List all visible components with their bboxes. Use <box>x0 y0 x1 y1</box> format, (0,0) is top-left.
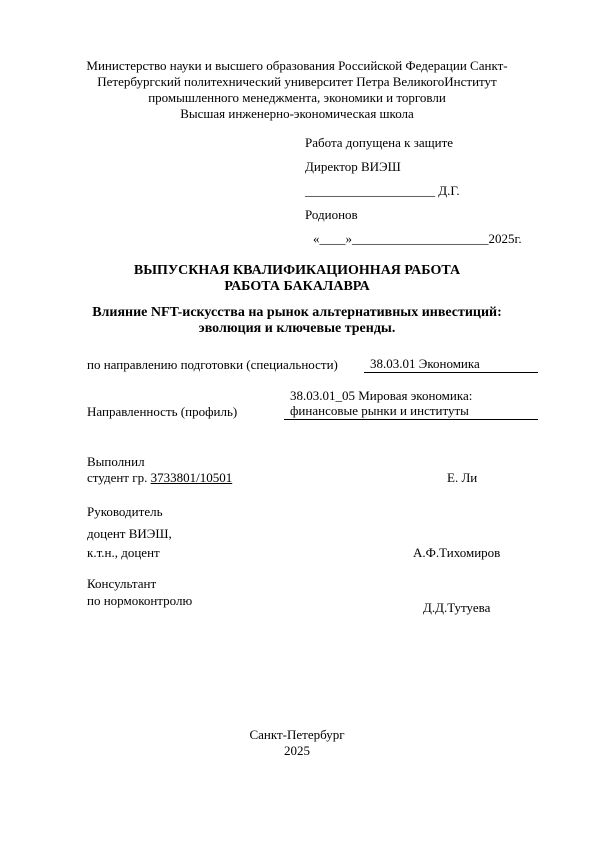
consultant-role: по нормоконтролю <box>87 593 193 608</box>
author-group-prefix: студент гр. <box>87 470 151 485</box>
profile-label: Направленность (профиль) <box>87 404 238 419</box>
author-name: Е. Ли <box>447 470 478 485</box>
supervisor-label: Руководитель <box>87 504 163 519</box>
profile-underline <box>284 419 538 420</box>
supervisor-degree: к.т.н., доцент <box>87 545 160 560</box>
ministry-line-3: промышленного менеджмента, экономики и торговли <box>148 90 446 105</box>
approval-surname: Родионов <box>305 207 358 222</box>
profile-value-line-1: 38.03.01_05 Мировая экономика: <box>290 388 473 403</box>
thesis-degree-title: РАБОТА БАКАЛАВРА <box>224 279 370 294</box>
thesis-type-title: ВЫПУСКНАЯ КВАЛИФИКАЦИОННАЯ РАБОТА <box>133 263 461 278</box>
supervisor-name: А.Ф.Тихомиров <box>413 545 501 560</box>
author-group-line <box>87 470 232 486</box>
author-group-number: 3733801/10501 <box>150 470 233 485</box>
consultant-label: Консультант <box>87 576 157 591</box>
approval-signature-line: ____________________ Д.Г. <box>305 183 460 198</box>
thesis-topic-line-2: эволюция и ключевые тренды. <box>198 321 396 336</box>
direction-underline <box>364 372 538 373</box>
profile-value-line-2: финансовые рынки и институты <box>290 403 469 418</box>
approval-director: Директор ВИЭШ <box>305 159 401 174</box>
footer-city: Санкт-Петербург <box>249 727 345 742</box>
supervisor-position: доцент ВИЭШ, <box>87 526 172 541</box>
ministry-line-2: Петербургский политехнический университет Петра ВеликогоИнститут <box>97 74 497 89</box>
footer-year: 2025 <box>284 743 310 758</box>
ministry-line-1: Министерство науки и высшего образования Российской Федерации Санкт- <box>86 58 508 73</box>
author-label: Выполнил <box>87 454 145 469</box>
approval-admitted: Работа допущена к защите <box>305 135 454 150</box>
consultant-name: Д.Д.Тутуева <box>423 600 491 615</box>
direction-value: 38.03.01 Экономика <box>370 356 480 371</box>
approval-date-line: «____»_____________________2025г. <box>313 231 522 246</box>
thesis-topic-line-1: Влияние NFT-искусства на рынок альтернативных инвестиций: <box>92 305 502 320</box>
school-name: Высшая инженерно-экономическая школа <box>180 106 414 121</box>
direction-label: по направлению подготовки (специальности) <box>87 357 338 372</box>
